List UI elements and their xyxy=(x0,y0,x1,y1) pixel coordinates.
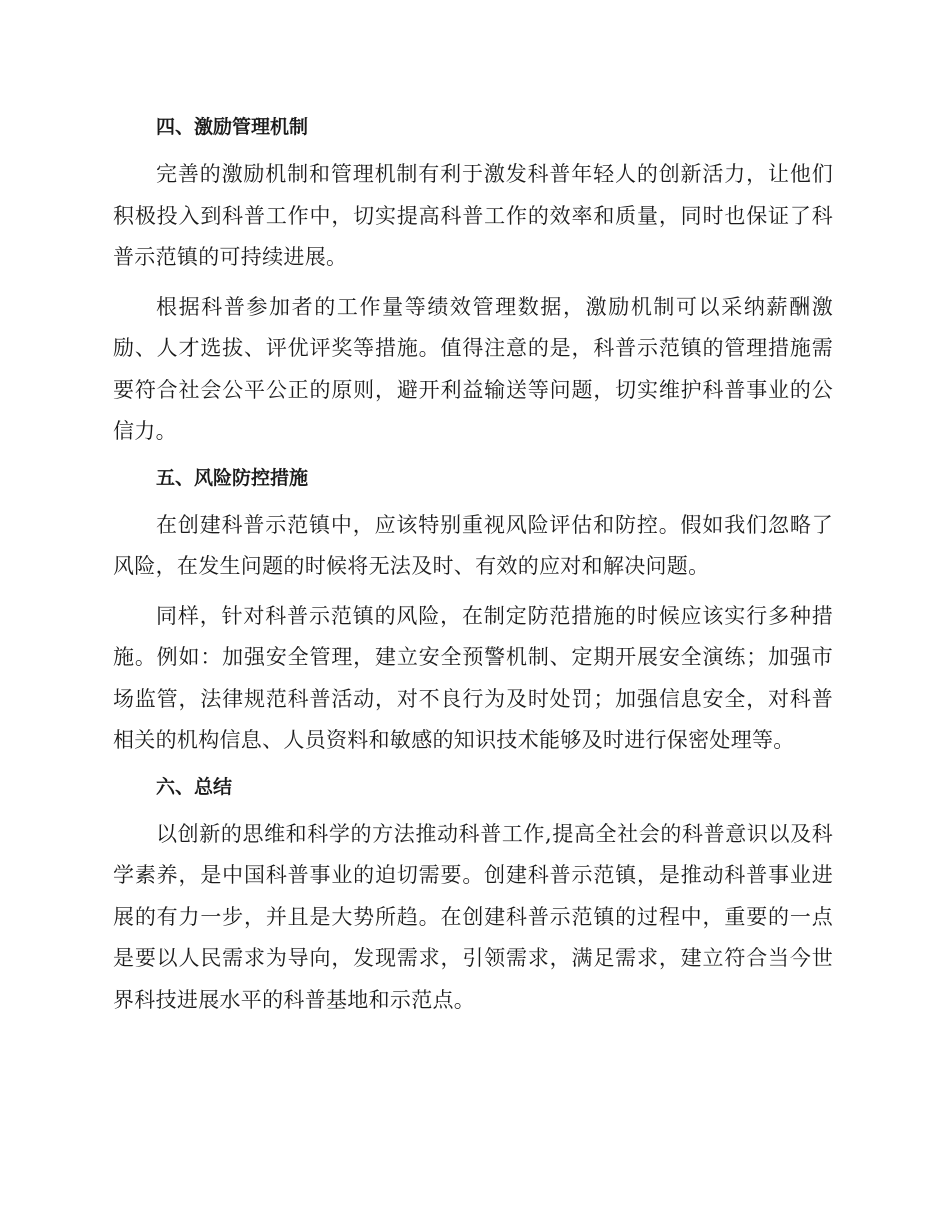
paragraph: 以创新的思维和科学的方法推动科普工作,提高全社会的科普意识以及科学素养，是中国科普事业的迫切需要。创建科普示范镇，是推动科普事业进展的有力一步，并且是大势所趋。在创建科普示范镇的过程中，重要的一点是要以人民需求为导向，发现需求，引领需求，满足需求，建立符合当今世界科技进展水平的科普基地和示范点。 xyxy=(113,821,833,1012)
document-body xyxy=(113,110,833,1029)
paragraph: 同样，针对科普示范镇的风险，在制定防范措施的时候应该实行多种措施。例如：加强安全管理，建立安全预警机制、定期开展安全演练；加强市场监管，法律规范科普活动，对不良行为及时处罚；加强信息安全，对科普相关的机构信息、人员资料和敏感的知识技术能够及时进行保密处理等。 xyxy=(113,603,833,752)
paragraph: 在创建科普示范镇中，应该特别重视风险评估和防控。假如我们忽略了风险，在发生问题的时候将无法及时、有效的应对和解决问题。 xyxy=(113,512,833,578)
section-heading-summary: 六、总结 xyxy=(156,775,233,798)
section-heading-risk-control: 五、风险防控措施 xyxy=(156,466,309,489)
paragraph: 根据科普参加者的工作量等绩效管理数据，激励机制可以采纳薪酬激励、人才选拔、评优评奖等措施。值得注意的是，科普示范镇的管理措施需要符合社会公平公正的原则，避开利益输送等问题，切实维护科普事业的公信力。 xyxy=(113,294,833,443)
paragraph: 完善的激励机制和管理机制有利于激发科普年轻人的创新活力，让他们积极投入到科普工作中，切实提高科普工作的效率和质量，同时也保证了科普示范镇的可持续进展。 xyxy=(113,162,833,269)
section-heading-incentive: 四、激励管理机制 xyxy=(156,116,309,138)
